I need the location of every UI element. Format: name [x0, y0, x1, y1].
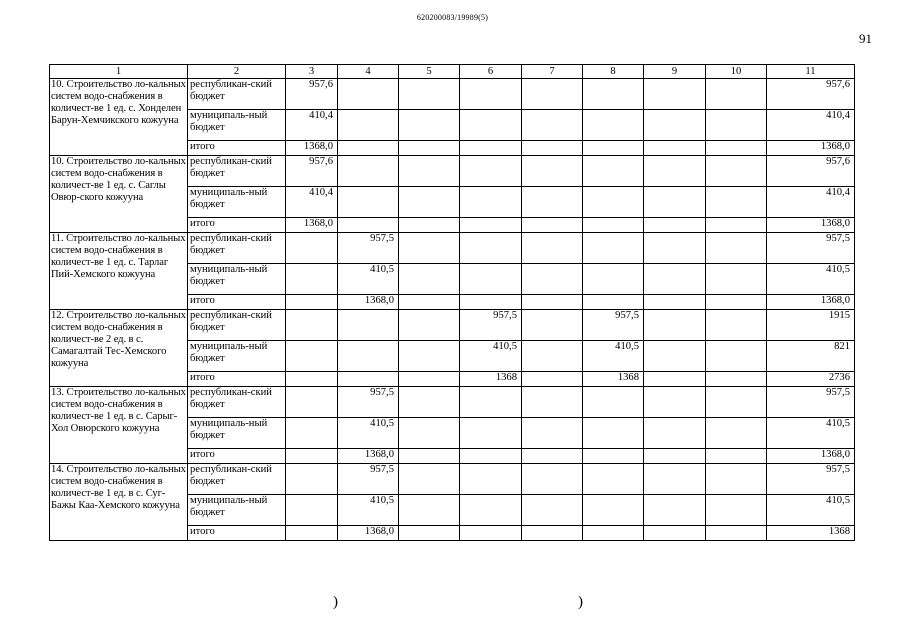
value-cell-col-5 [399, 464, 460, 495]
value-cell-col-7 [522, 295, 583, 310]
value-cell-col-6 [460, 387, 522, 418]
value-cell-col-8: 410,5 [583, 341, 644, 372]
value-cell-col-8 [583, 233, 644, 264]
value-cell-col-7 [522, 310, 583, 341]
value-cell-col-11: 1368,0 [767, 141, 855, 156]
value-cell-col-6 [460, 264, 522, 295]
value-cell-col-8 [583, 418, 644, 449]
value-cell-col-10 [706, 464, 767, 495]
value-cell-col-11: 410,4 [767, 110, 855, 141]
value-cell-col-9 [644, 218, 706, 233]
value-cell-col-9 [644, 187, 706, 218]
value-cell-col-10 [706, 187, 767, 218]
value-cell-col-6 [460, 495, 522, 526]
funding-source-cell: республикан-ский бюджет [188, 233, 286, 264]
value-cell-col-10 [706, 495, 767, 526]
value-cell-col-3 [286, 449, 338, 464]
table-row [50, 79, 855, 110]
value-cell-col-3: 957,6 [286, 156, 338, 187]
value-cell-col-4: 957,5 [338, 387, 399, 418]
value-cell-col-3 [286, 387, 338, 418]
footer-mark-right: ) [578, 594, 583, 610]
value-cell-col-3: 410,4 [286, 187, 338, 218]
column-header-11: 11 [767, 65, 855, 79]
value-cell-col-3 [286, 264, 338, 295]
value-cell-col-9 [644, 418, 706, 449]
funding-source-cell: муниципаль-ный бюджет [188, 341, 286, 372]
value-cell-col-5 [399, 310, 460, 341]
column-header-7: 7 [522, 65, 583, 79]
value-cell-col-7 [522, 341, 583, 372]
value-cell-col-8 [583, 141, 644, 156]
value-cell-col-6 [460, 295, 522, 310]
value-cell-col-11: 957,5 [767, 233, 855, 264]
value-cell-col-11: 957,6 [767, 156, 855, 187]
value-cell-col-10 [706, 295, 767, 310]
value-cell-col-10 [706, 218, 767, 233]
project-name-cell: 11. Строительство ло-кальных систем водо-снабжения в количест-ве 1 ед. с. Тарлаг Пий-Хемского кожууна [50, 233, 188, 310]
value-cell-col-8: 957,5 [583, 310, 644, 341]
value-cell-col-5 [399, 187, 460, 218]
value-cell-col-3 [286, 495, 338, 526]
value-cell-col-9 [644, 141, 706, 156]
value-cell-col-7 [522, 218, 583, 233]
value-cell-col-3 [286, 372, 338, 387]
value-cell-col-4: 1368,0 [338, 526, 399, 541]
project-name-cell: 13. Строительство ло-кальных систем водо-снабжения в количест-ве 1 ед. в с. Сарыг-Хол Овюрского кожууна [50, 387, 188, 464]
value-cell-col-9 [644, 310, 706, 341]
value-cell-col-9 [644, 341, 706, 372]
document-id: 620200083/19989(5) [416, 13, 489, 22]
column-header-6: 6 [460, 65, 522, 79]
column-header-4: 4 [338, 65, 399, 79]
value-cell-col-5 [399, 495, 460, 526]
value-cell-col-4: 957,5 [338, 233, 399, 264]
value-cell-col-3: 410,4 [286, 110, 338, 141]
funding-source-cell: муниципаль-ный бюджет [188, 495, 286, 526]
value-cell-col-4 [338, 79, 399, 110]
value-cell-col-9 [644, 295, 706, 310]
value-cell-col-9 [644, 449, 706, 464]
value-cell-col-7 [522, 79, 583, 110]
value-cell-col-8 [583, 218, 644, 233]
value-cell-col-10 [706, 110, 767, 141]
value-cell-col-8 [583, 156, 644, 187]
value-cell-col-5 [399, 233, 460, 264]
value-cell-col-10 [706, 418, 767, 449]
value-cell-col-11: 410,5 [767, 418, 855, 449]
value-cell-col-3 [286, 233, 338, 264]
funding-source-cell: республикан-ский бюджет [188, 310, 286, 341]
project-name-cell: 10. Строительство ло-кальных систем водо-снабжения в количест-ве 1 ед. с. Хонделен Барун-Хемчикского кожууна [50, 79, 188, 156]
value-cell-col-5 [399, 141, 460, 156]
value-cell-col-9 [644, 526, 706, 541]
value-cell-col-11: 1368 [767, 526, 855, 541]
project-name-cell: 10. Строительство ло-кальных систем водо-снабжения в количест-ве 1 ед. с. Саглы Овюр-ского кожууна [50, 156, 188, 233]
funding-source-cell: итого [188, 372, 286, 387]
column-header-5: 5 [399, 65, 460, 79]
funding-source-cell: итого [188, 141, 286, 156]
value-cell-col-8 [583, 526, 644, 541]
value-cell-col-11: 1368,0 [767, 295, 855, 310]
value-cell-col-4 [338, 141, 399, 156]
value-cell-col-7 [522, 264, 583, 295]
value-cell-col-8 [583, 464, 644, 495]
value-cell-col-7 [522, 141, 583, 156]
value-cell-col-10 [706, 233, 767, 264]
value-cell-col-4: 1368,0 [338, 295, 399, 310]
funding-source-cell: муниципаль-ный бюджет [188, 187, 286, 218]
value-cell-col-8 [583, 449, 644, 464]
value-cell-col-5 [399, 418, 460, 449]
value-cell-col-5 [399, 264, 460, 295]
value-cell-col-5 [399, 341, 460, 372]
value-cell-col-11: 2736 [767, 372, 855, 387]
funding-source-cell: итого [188, 218, 286, 233]
funding-source-cell: республикан-ский бюджет [188, 79, 286, 110]
value-cell-col-8 [583, 79, 644, 110]
value-cell-col-11: 1368,0 [767, 449, 855, 464]
value-cell-col-5 [399, 449, 460, 464]
value-cell-col-9 [644, 495, 706, 526]
value-cell-col-8: 1368 [583, 372, 644, 387]
value-cell-col-8 [583, 387, 644, 418]
value-cell-col-10 [706, 79, 767, 110]
value-cell-col-5 [399, 526, 460, 541]
table-row [50, 464, 855, 495]
value-cell-col-8 [583, 295, 644, 310]
column-header-2: 2 [188, 65, 286, 79]
value-cell-col-3: 1368,0 [286, 141, 338, 156]
funding-source-cell: республикан-ский бюджет [188, 464, 286, 495]
value-cell-col-4 [338, 218, 399, 233]
value-cell-col-4 [338, 310, 399, 341]
value-cell-col-11: 957,5 [767, 387, 855, 418]
value-cell-col-7 [522, 464, 583, 495]
value-cell-col-11: 957,5 [767, 464, 855, 495]
value-cell-col-3 [286, 418, 338, 449]
value-cell-col-4: 957,5 [338, 464, 399, 495]
value-cell-col-8 [583, 187, 644, 218]
value-cell-col-11: 821 [767, 341, 855, 372]
funding-source-cell: итого [188, 449, 286, 464]
value-cell-col-5 [399, 218, 460, 233]
value-cell-col-3 [286, 341, 338, 372]
value-cell-col-10 [706, 310, 767, 341]
value-cell-col-7 [522, 449, 583, 464]
value-cell-col-9 [644, 79, 706, 110]
value-cell-col-4 [338, 372, 399, 387]
table-body [50, 79, 855, 541]
value-cell-col-11: 410,5 [767, 264, 855, 295]
value-cell-col-8 [583, 264, 644, 295]
value-cell-col-6 [460, 110, 522, 141]
header-row [50, 65, 855, 79]
value-cell-col-9 [644, 156, 706, 187]
value-cell-col-5 [399, 156, 460, 187]
value-cell-col-10 [706, 141, 767, 156]
value-cell-col-4 [338, 187, 399, 218]
table-row [50, 387, 855, 418]
funding-source-cell: итого [188, 295, 286, 310]
value-cell-col-7 [522, 110, 583, 141]
value-cell-col-6 [460, 79, 522, 110]
column-header-3: 3 [286, 65, 338, 79]
value-cell-col-3: 957,6 [286, 79, 338, 110]
funding-source-cell: муниципаль-ный бюджет [188, 418, 286, 449]
value-cell-col-3 [286, 295, 338, 310]
value-cell-col-10 [706, 387, 767, 418]
value-cell-col-4 [338, 156, 399, 187]
table-row [50, 156, 855, 187]
column-header-1: 1 [50, 65, 188, 79]
value-cell-col-5 [399, 79, 460, 110]
value-cell-col-9 [644, 233, 706, 264]
value-cell-col-4: 410,5 [338, 264, 399, 295]
table-row [50, 310, 855, 341]
value-cell-col-6 [460, 156, 522, 187]
value-cell-col-4: 410,5 [338, 495, 399, 526]
footer-mark-left: ) [333, 594, 338, 610]
value-cell-col-3 [286, 526, 338, 541]
table-row [50, 233, 855, 264]
value-cell-col-6 [460, 464, 522, 495]
value-cell-col-3: 1368,0 [286, 218, 338, 233]
value-cell-col-6: 1368 [460, 372, 522, 387]
value-cell-col-3 [286, 464, 338, 495]
value-cell-col-11: 1915 [767, 310, 855, 341]
project-name-cell: 14. Строительство ло-кальных систем водо-снабжения в количест-ве 1 ед. в с. Суг-Бажы Каа-Хемского кожууна [50, 464, 188, 541]
value-cell-col-5 [399, 110, 460, 141]
funding-source-cell: итого [188, 526, 286, 541]
value-cell-col-11: 410,5 [767, 495, 855, 526]
value-cell-col-7 [522, 526, 583, 541]
value-cell-col-6: 957,5 [460, 310, 522, 341]
value-cell-col-11: 410,4 [767, 187, 855, 218]
column-header-9: 9 [644, 65, 706, 79]
value-cell-col-10 [706, 264, 767, 295]
funding-source-cell: муниципаль-ный бюджет [188, 264, 286, 295]
value-cell-col-9 [644, 264, 706, 295]
funding-source-cell: республикан-ский бюджет [188, 156, 286, 187]
value-cell-col-10 [706, 526, 767, 541]
value-cell-col-8 [583, 110, 644, 141]
column-header-10: 10 [706, 65, 767, 79]
value-cell-col-7 [522, 495, 583, 526]
value-cell-col-7 [522, 387, 583, 418]
value-cell-col-6 [460, 418, 522, 449]
value-cell-col-7 [522, 418, 583, 449]
value-cell-col-6 [460, 187, 522, 218]
value-cell-col-7 [522, 372, 583, 387]
value-cell-col-5 [399, 295, 460, 310]
funding-source-cell: республикан-ский бюджет [188, 387, 286, 418]
value-cell-col-4: 1368,0 [338, 449, 399, 464]
value-cell-col-6 [460, 526, 522, 541]
value-cell-col-5 [399, 372, 460, 387]
value-cell-col-3 [286, 310, 338, 341]
value-cell-col-11: 1368,0 [767, 218, 855, 233]
value-cell-col-6: 410,5 [460, 341, 522, 372]
value-cell-col-11: 957,6 [767, 79, 855, 110]
value-cell-col-4 [338, 110, 399, 141]
funding-source-cell: муниципаль-ный бюджет [188, 110, 286, 141]
value-cell-col-5 [399, 387, 460, 418]
value-cell-col-8 [583, 495, 644, 526]
value-cell-col-9 [644, 372, 706, 387]
value-cell-col-7 [522, 233, 583, 264]
value-cell-col-7 [522, 187, 583, 218]
value-cell-col-10 [706, 372, 767, 387]
page-number: 91 [859, 31, 872, 46]
value-cell-col-6 [460, 449, 522, 464]
value-cell-col-9 [644, 464, 706, 495]
value-cell-col-6 [460, 141, 522, 156]
value-cell-col-6 [460, 233, 522, 264]
value-cell-col-10 [706, 341, 767, 372]
value-cell-col-9 [644, 387, 706, 418]
column-header-8: 8 [583, 65, 644, 79]
value-cell-col-4 [338, 341, 399, 372]
value-cell-col-10 [706, 156, 767, 187]
value-cell-col-10 [706, 449, 767, 464]
budget-table [49, 64, 855, 541]
value-cell-col-9 [644, 110, 706, 141]
value-cell-col-7 [522, 156, 583, 187]
value-cell-col-6 [460, 218, 522, 233]
project-name-cell: 12. Строительство ло-кальных систем водо-снабжения в количест-ве 2 ед. в с. Самагалтай Тес-Хемского кожууна [50, 310, 188, 387]
value-cell-col-4: 410,5 [338, 418, 399, 449]
